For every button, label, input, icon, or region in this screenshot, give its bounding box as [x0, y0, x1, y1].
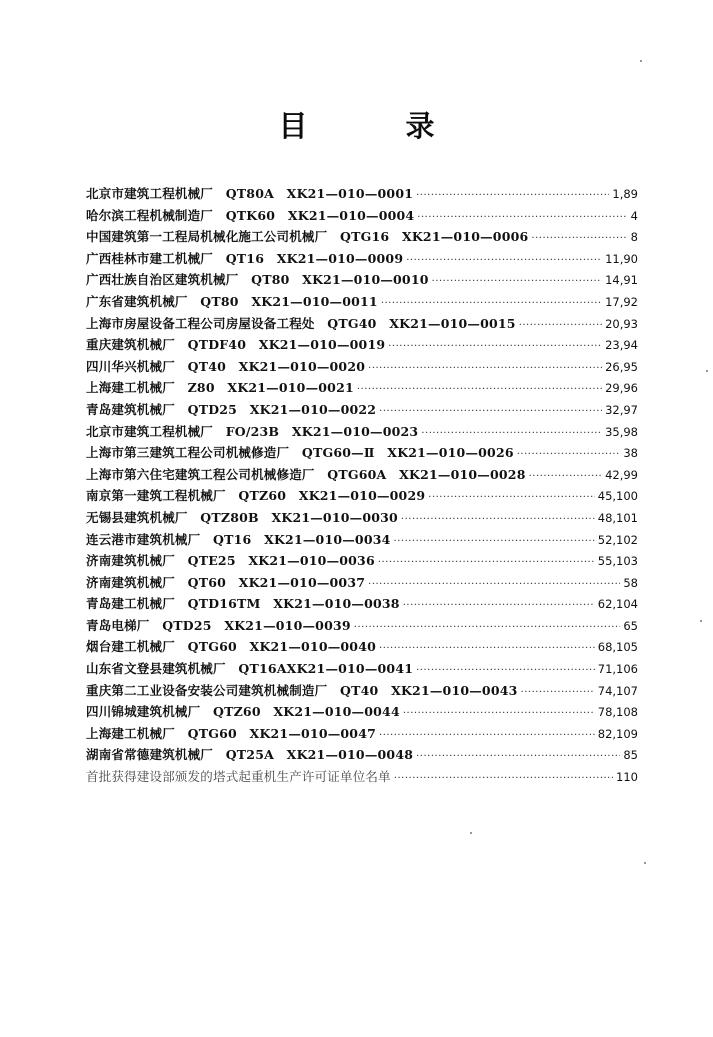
- scan-speck: [640, 60, 642, 62]
- dot-leader: [517, 444, 621, 466]
- toc-entry[interactable]: [86, 183, 638, 205]
- toc-entry[interactable]: [86, 680, 638, 702]
- toc-entry-page: 8: [630, 230, 638, 245]
- toc-entry[interactable]: [86, 377, 638, 399]
- toc-entry[interactable]: [86, 464, 638, 486]
- toc-entry[interactable]: [86, 334, 638, 356]
- toc-entry-page: 52,102: [597, 532, 638, 547]
- dot-leader: [417, 207, 627, 229]
- toc-entry-page: 68,105: [597, 640, 638, 655]
- toc-entry[interactable]: [86, 248, 638, 270]
- toc-entry-text: 上海市房屋设备工程公司房屋设备工程处 QTG40 XK21—010—0015: [86, 315, 516, 331]
- toc-entry-page: 55,103: [597, 554, 638, 569]
- dot-leader: [379, 401, 602, 423]
- dot-leader: [354, 617, 621, 639]
- toc-entry-text: 上海建工机械厂 Z80 XK21—010—0021: [86, 380, 354, 396]
- dot-leader: [394, 531, 595, 553]
- toc-entry-text: 青岛建工机械厂 QTD16TM XK21—010—0038: [86, 596, 400, 612]
- toc-entry-page: 14,91: [605, 273, 638, 288]
- toc-entry-page: 58: [623, 575, 638, 590]
- toc-entry-page: 4: [630, 208, 638, 223]
- toc-entry[interactable]: [86, 529, 638, 551]
- toc-entry-page: 26,95: [605, 359, 638, 374]
- toc-entry-text: 山东省文登县建筑机械厂 QT16AXK21—010—0041: [86, 661, 414, 677]
- dot-leader: [416, 660, 595, 682]
- toc-entry-text: 四川锦城建筑机械厂 QTZ60 XK21—010—0044: [86, 704, 400, 720]
- toc-entry[interactable]: [86, 744, 638, 766]
- toc-entry-text: 南京第一建筑工程机械厂 QTZ60 XK21—010—0029: [86, 488, 426, 504]
- toc-entry-page: 42,99: [605, 467, 638, 482]
- toc-entry[interactable]: [86, 291, 638, 313]
- toc-entry[interactable]: [86, 766, 638, 788]
- toc-entry-text: 上海建工机械厂 QTG60 XK21—010—0047: [86, 725, 377, 741]
- toc-entry[interactable]: [86, 485, 638, 507]
- toc-entry-text: 青岛建筑机械厂 QTD25 XK21—010—0022: [86, 401, 377, 417]
- dot-leader: [531, 228, 627, 250]
- dot-leader: [403, 703, 595, 725]
- scan-speck: [644, 862, 646, 864]
- dot-leader: [388, 336, 602, 358]
- toc-entry[interactable]: [86, 421, 638, 443]
- toc-entry-text: 广东省建筑机械厂 QT80 XK21—010—0011: [86, 293, 378, 309]
- toc-entry-text: 青岛电梯厂 QTD25 XK21—010—0039: [86, 617, 351, 633]
- scan-speck: [706, 370, 708, 372]
- page-title: 目 录: [278, 109, 479, 143]
- toc-entry-page: 29,96: [605, 381, 638, 396]
- toc-entry-page: 45,100: [597, 489, 638, 504]
- dot-leader: [406, 250, 602, 272]
- toc-entry-page: 11,90: [605, 251, 638, 266]
- toc-entry-page: 23,94: [605, 338, 638, 353]
- dot-leader: [421, 423, 602, 445]
- dot-leader: [368, 574, 620, 596]
- toc-entry[interactable]: [86, 399, 638, 421]
- toc-entry-text: 首批获得建设部颁发的塔式起重机生产许可证单位名单: [86, 769, 391, 785]
- toc-entry-text: 济南建筑机械厂 QTE25 XK21—010—0036: [86, 553, 375, 569]
- table-of-contents: [86, 183, 638, 788]
- toc-entry[interactable]: [86, 269, 638, 291]
- toc-entry[interactable]: [86, 658, 638, 680]
- toc-entry-text: 广西桂林市建工机械厂 QT16 XK21—010—0009: [86, 250, 404, 266]
- toc-entry[interactable]: [86, 701, 638, 723]
- toc-entry-page: 74,107: [597, 683, 638, 698]
- toc-entry[interactable]: [86, 550, 638, 572]
- toc-entry-text: 广西壮族自治区建筑机械厂 QT80 XK21—010—0010: [86, 272, 429, 288]
- toc-entry[interactable]: [86, 313, 638, 335]
- toc-entry-page: 32,97: [605, 402, 638, 417]
- dot-leader: [379, 638, 595, 660]
- toc-entry-text: 哈尔滨工程机械制造厂 QTK60 XK21—010—0004: [86, 207, 415, 223]
- toc-entry[interactable]: [86, 356, 638, 378]
- toc-entry-text: 连云港市建筑机械厂 QT16 XK21—010—0034: [86, 531, 391, 547]
- toc-entry-page: 38: [623, 446, 638, 461]
- toc-entry[interactable]: [86, 226, 638, 248]
- toc-entry[interactable]: [86, 572, 638, 594]
- dot-leader: [519, 315, 602, 337]
- toc-entry-page: 110: [616, 770, 638, 785]
- toc-entry-text: 无锡县建筑机械厂 QTZ80B XK21—010—0030: [86, 509, 398, 525]
- dot-leader: [394, 768, 613, 790]
- toc-entry[interactable]: [86, 442, 638, 464]
- dot-leader: [432, 271, 602, 293]
- dot-leader: [368, 358, 602, 380]
- toc-entry-text: 烟台建工机械厂 QTG60 XK21—010—0040: [86, 639, 377, 655]
- toc-entry-page: 62,104: [597, 597, 638, 612]
- dot-leader: [416, 185, 609, 207]
- toc-entry-page: 85: [623, 748, 638, 763]
- toc-entry-text: 重庆第二工业设备安装公司建筑机械制造厂 QT40 XK21—010—0043: [86, 682, 518, 698]
- toc-entry-page: 35,98: [605, 424, 638, 439]
- toc-entry[interactable]: [86, 636, 638, 658]
- toc-entry[interactable]: [86, 205, 638, 227]
- dot-leader: [378, 552, 595, 574]
- toc-entry-page: 78,108: [597, 705, 638, 720]
- dot-leader: [521, 682, 595, 704]
- toc-entry-page: 82,109: [597, 726, 638, 741]
- dot-leader: [381, 293, 602, 315]
- dot-leader: [357, 379, 602, 401]
- dot-leader: [401, 509, 595, 531]
- toc-entry-page: 65: [623, 618, 638, 633]
- dot-leader: [428, 487, 594, 509]
- toc-entry-text: 济南建筑机械厂 QT60 XK21—010—0037: [86, 574, 366, 590]
- dot-leader: [403, 595, 595, 617]
- toc-entry-text: 中国建筑第一工程局机械化施工公司机械厂 QTG16 XK21—010—0006: [86, 229, 529, 245]
- toc-entry-text: 重庆建筑机械厂 QTDF40 XK21—010—0019: [86, 337, 386, 353]
- toc-entry[interactable]: [86, 593, 638, 615]
- toc-entry-text: 湖南省常德建筑机械厂 QT25A XK21—010—0048: [86, 747, 414, 763]
- toc-entry-text: 上海市第六住宅建筑工程公司机械修造厂 QTG60A XK21—010—0028: [86, 466, 526, 482]
- toc-entry-text: 四川华兴机械厂 QT40 XK21—010—0020: [86, 358, 366, 374]
- scan-speck: [700, 620, 702, 622]
- toc-entry-page: 17,92: [605, 294, 638, 309]
- dot-leader: [379, 725, 595, 747]
- toc-entry[interactable]: [86, 615, 638, 637]
- scan-speck: [470, 832, 472, 834]
- toc-entry-page: 20,93: [605, 316, 638, 331]
- toc-entry[interactable]: [86, 723, 638, 745]
- dot-leader: [529, 466, 602, 488]
- dot-leader: [416, 746, 620, 768]
- toc-entry-page: 48,101: [597, 510, 638, 525]
- toc-entry[interactable]: [86, 507, 638, 529]
- toc-entry-text: 上海市第三建筑工程公司机械修造厂 QTG60—Ⅱ XK21—010—0026: [86, 445, 514, 461]
- toc-entry-page: 71,106: [597, 662, 638, 677]
- toc-entry-text: 北京市建筑工程机械厂 FO/23B XK21—010—0023: [86, 423, 419, 439]
- toc-entry-text: 北京市建筑工程机械厂 QT80A XK21—010—0001: [86, 186, 414, 201]
- toc-entry-page: 1,89: [612, 187, 638, 201]
